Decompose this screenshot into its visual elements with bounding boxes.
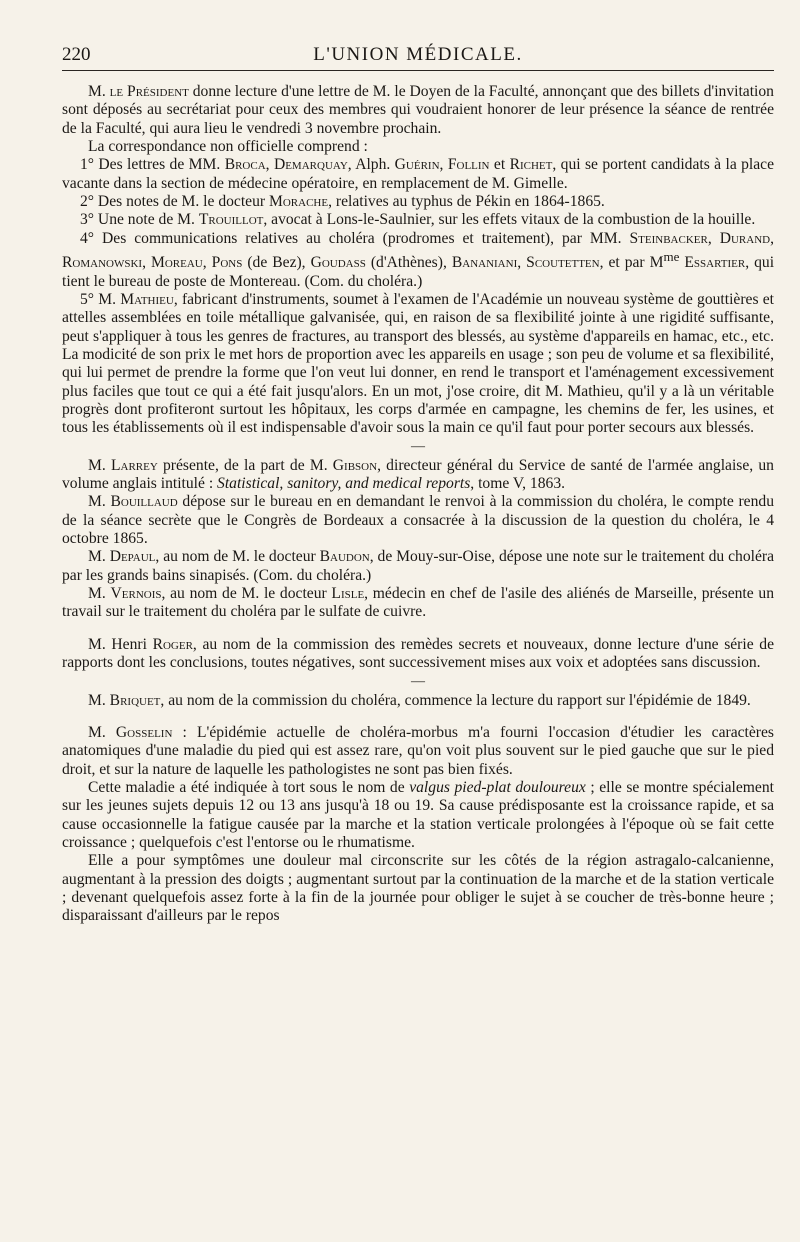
name-president: le Président <box>109 83 189 100</box>
page-number: 220 <box>62 44 91 65</box>
paragraph-candidate-letters: 1° Des lettres de MM. Broca, Demarquay, Alph. Guérin, Follin et Richet, qui se portent candidats à la place vacante dans la section de médecine opératoire, en remplacement de M. Gimelle. <box>62 156 775 192</box>
paragraph-gosselin: M. Gosselin : L'épidémie actuelle de choléra-morbus m'a fourni l'occasion d'étudier les caractères anatomiques d'une maladie du pied qui est assez rare, qu'on voit plus souvent sur le pied gauche que sur le pied droit, et sur la nature de laquelle les pathologistes ne sont pas bien fixés. <box>62 723 774 778</box>
paragraph-larrey: M. Larrey présente, de la part de M. Gibson, directeur général du Service de santé de l'armée anglaise, un volume anglais intitulé : Statistical, sanitory, and medical reports, tome V, 1863. <box>62 456 774 493</box>
paragraph-president-letter: M. le Président donne lecture d'une lettre de M. le Doyen de la Faculté, annonçant que des billets d'invitation sont déposés au secrétariat pour ceux des membres qui voudraient honorer de leur présence la séance de rentrée de la Faculté, qui aura lieu le vendredi 3 novembre prochain. <box>62 83 774 137</box>
section-separator: — <box>411 673 425 689</box>
paragraph-cholera-communications: 4° Des communications relatives au choléra (prodromes et traitement), par MM. Steinbacker, Durand, Romanowski, Moreau, Pons (de Bez), Goudass (d'Athènes), Bananiani, Scoutetten, et par $M^{me}$ Essartier, qui tient le bureau de poste de Montereau. (Com. du choléra.) <box>62 229 775 290</box>
paragraph-symptoms: Elle a pour symptômes une douleur mal circonscrite sur les côtés de la région astragalo-calcanienne, augmentant à la pression des doigts ; augmentant surtout par la continuation de la marche et de la station verticale ; devenant quelquefois assez forte à la fin de la journée pour obliger le sujet à se coucher de très-bonne heure ; disparaissant d'ailleurs par le repos <box>62 852 774 925</box>
disease-name: valgus pied-plat douloureux <box>409 778 586 796</box>
name-follin: Follin <box>447 156 490 174</box>
paragraph-valgus: Cette maladie a été indiquée à tort sous le nom de valgus pied-plat douloureux ; elle se montre spécialement sur les jeunes sujets depuis 12 ou 13 ans jusqu'à 18 ou 19. Sa cause prédisposante est la croissance rapide, et sa cause occasionnelle la fatigue causée par la marche et la station verticale prolongées à l'époque où se fait cette croissance ; quelquefois c'est l'entorse ou le rhumatisme. <box>62 778 774 851</box>
section-gap <box>62 622 774 636</box>
paragraph-mathieu-splints: 5° M. Mathieu, fabricant d'instruments, soumet à l'examen de l'Académie un nouveau système de gouttières et attelles assemblées en toile métallique galvanisée, qui, en raison de sa flexibilité jointe à une rigidité suffisante, peut s'appliquer à tous les genres de fractures, au transport des blessés, au système d'appareils en hamac, etc., etc. La modicité de son prix le met hors de proportion avec les appareils en usage ; son peu de volume et sa flexibilité, qui lui permet de prendre la forme que l'on veut lui donner, en rend le transport et l'aménagement excessivement plus faciles que tout ce qui a été fait jusqu'alors. En un mot, j'ose croire, dit M. Mathieu, qu'il y a là un véritable progrès dont profiteront surtout les hôpitaux, les corps d'armée en campagne, les chemins de fer, les usines, et tous les établissements où il est indispensable d'avoir sous la main ce qu'il faut pour porter secours aux blessés. <box>62 290 775 437</box>
book-title: Statistical, sanitory, and medical reports <box>217 475 471 493</box>
journal-title: L'UNION MÉDICALE. <box>313 44 523 65</box>
paragraph-briquet: M. Briquet, au nom de la commission du choléra, commence la lecture du rapport sur l'épidémie de 1849. <box>88 691 751 709</box>
body-text <box>62 83 774 926</box>
name-guerin: Guérin <box>394 156 440 174</box>
name-richet: Richet <box>509 156 553 174</box>
paragraph-correspondence-intro: La correspondance non officielle comprend : <box>88 138 368 156</box>
section-gap <box>62 710 774 724</box>
name-mathieu: Mathieu <box>120 290 174 308</box>
section-separator: — <box>411 438 425 454</box>
paragraph-trouillot-note: 3° Une note de M. Trouillot, avocat à Lons-le-Saulnier, sur les effets vitaux de la combustion de la houille. <box>80 211 756 229</box>
running-head <box>62 40 774 71</box>
name-demarquay: Demarquay <box>273 156 348 174</box>
name-trouillot: Trouillot <box>198 211 264 229</box>
paragraph-roger: M. Henri Roger, au nom de la commission des remèdes secrets et nouveaux, donne lecture d'une série de rapports dont les conclusions, toutes négatives, sont successivement mises aux voix et adoptées sans discussion. <box>62 635 774 672</box>
name-broca: Broca <box>224 156 266 174</box>
paragraph-depaul: M. Depaul, au nom de M. le docteur Baudon, de Mouy-sur-Oise, dépose une note sur le traitement du choléra par les grands bains sinapisés. (Com. du choléra.) <box>62 548 774 584</box>
name-morache: Morache <box>268 193 329 211</box>
paragraph-bouillaud: M. Bouillaud dépose sur le bureau en en demandant le renvoi à la commission du choléra, le compte rendu de la séance secrète que le Congrès de Bordeaux a consacrée à la discussion de la question du choléra, le 4 octobre 1865. <box>62 493 774 548</box>
paragraph-morache-notes: 2° Des notes de M. le docteur Morache, relatives au typhus de Pékin en 1864-1865. <box>80 193 605 211</box>
paragraph-vernois: M. Vernois, au nom de M. le docteur Lisle, médecin en chef de l'asile des aliénés de Marseille, présente un travail sur le traitement du choléra par le sulfate de cuivre. <box>62 585 774 621</box>
